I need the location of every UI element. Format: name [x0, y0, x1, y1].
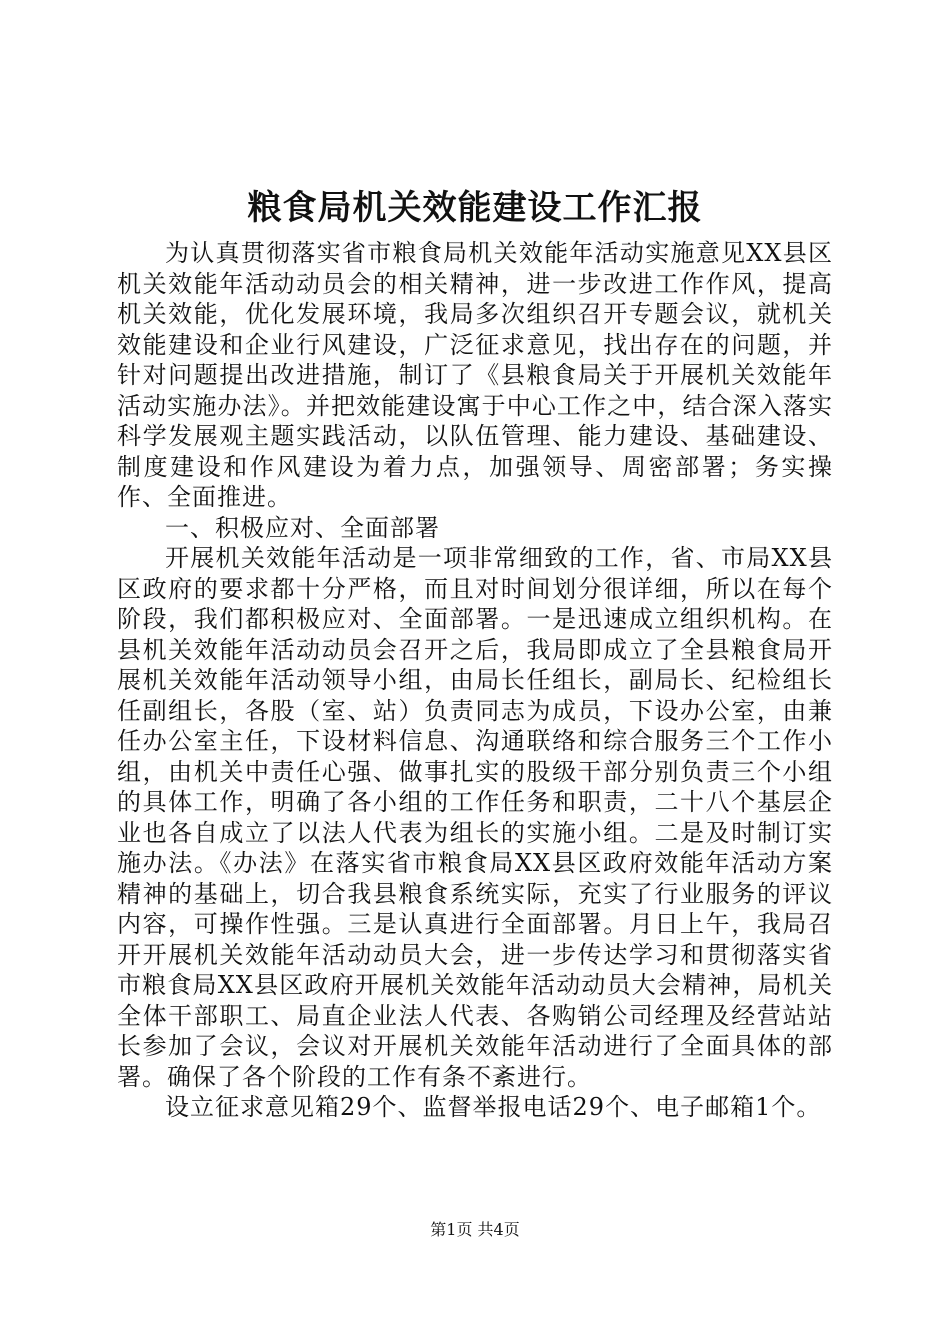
section-paragraph: 开展机关效能年活动是一项非常细致的工作，省、市局XX县区政府的要求都十分严格，而且对时间划分很详细，所以在每个阶段，我们都积极应对、全面部署。一是迅速成立组织机构。在县机关效能年活动动员会召开之后，我局即成立了全县粮食局开展机关效能年活动领导小组，由局长任组长，副局长、纪检组长任副组长，各股（室、站）负责同志为成员，下设办公室，由兼任办公室主任，下设材料信息、沟通联络和综合服务三个工作小组，由机关中责任心强、做事扎实的股级干部分别负责三个小组的具体工作，明确了各小组的工作任务和职责，二十八个基层企业也各自成立了以法人代表为组长的实施小组。二是及时制订实施办法。《办法》在落实省市粮食局XX县区政府效能年活动方案精神的基础上，切合我县粮食系统实际，充实了行业服务的评议内容，可操作性强。三是认真进行全面部署。月日上午，我局召开开展机关效能年活动动员大会，进一步传达学习和贯彻落实省市粮食局XX县区政府开展机关效能年活动动员大会精神，局机关全体干部职工、局直企业法人代表、各购销公司经理及经营站站长参加了会议，会议对开展机关效能年活动进行了全面具体的部署。确保了各个阶段的工作有条不紊进行。 [117, 544, 833, 1091]
document-title: 粮食局机关效能建设工作汇报 [247, 188, 703, 228]
intro-paragraph: 为认真贯彻落实省市粮食局机关效能年活动实施意见XX县区机关效能年活动动员会的相关精神，进一步改进工作作风，提高机关效能，优化发展环境，我局多次组织召开专题会议，就机关效能建设和企业行风建设，广泛征求意见，找出存在的问题，并针对问题提出改进措施，制订了《县粮食局关于开展机关效能年活动实施办法》。并把效能建设寓于中心工作之中，结合深入落实科学发展观主题实践活动，以队伍管理、能力建设、基础建设、制度建设和作风建设为着力点，加强领导、周密部署；务实操作、全面推进。 [117, 239, 833, 511]
page-number-footer: 第1页 共4页 [430, 1220, 520, 1239]
section-heading: 一、积极应对、全面部署 [165, 513, 440, 542]
closing-paragraph: 设立征求意见箱29个、监督举报电话29个、电子邮箱1个。 [165, 1093, 822, 1121]
document-body [117, 238, 833, 1123]
